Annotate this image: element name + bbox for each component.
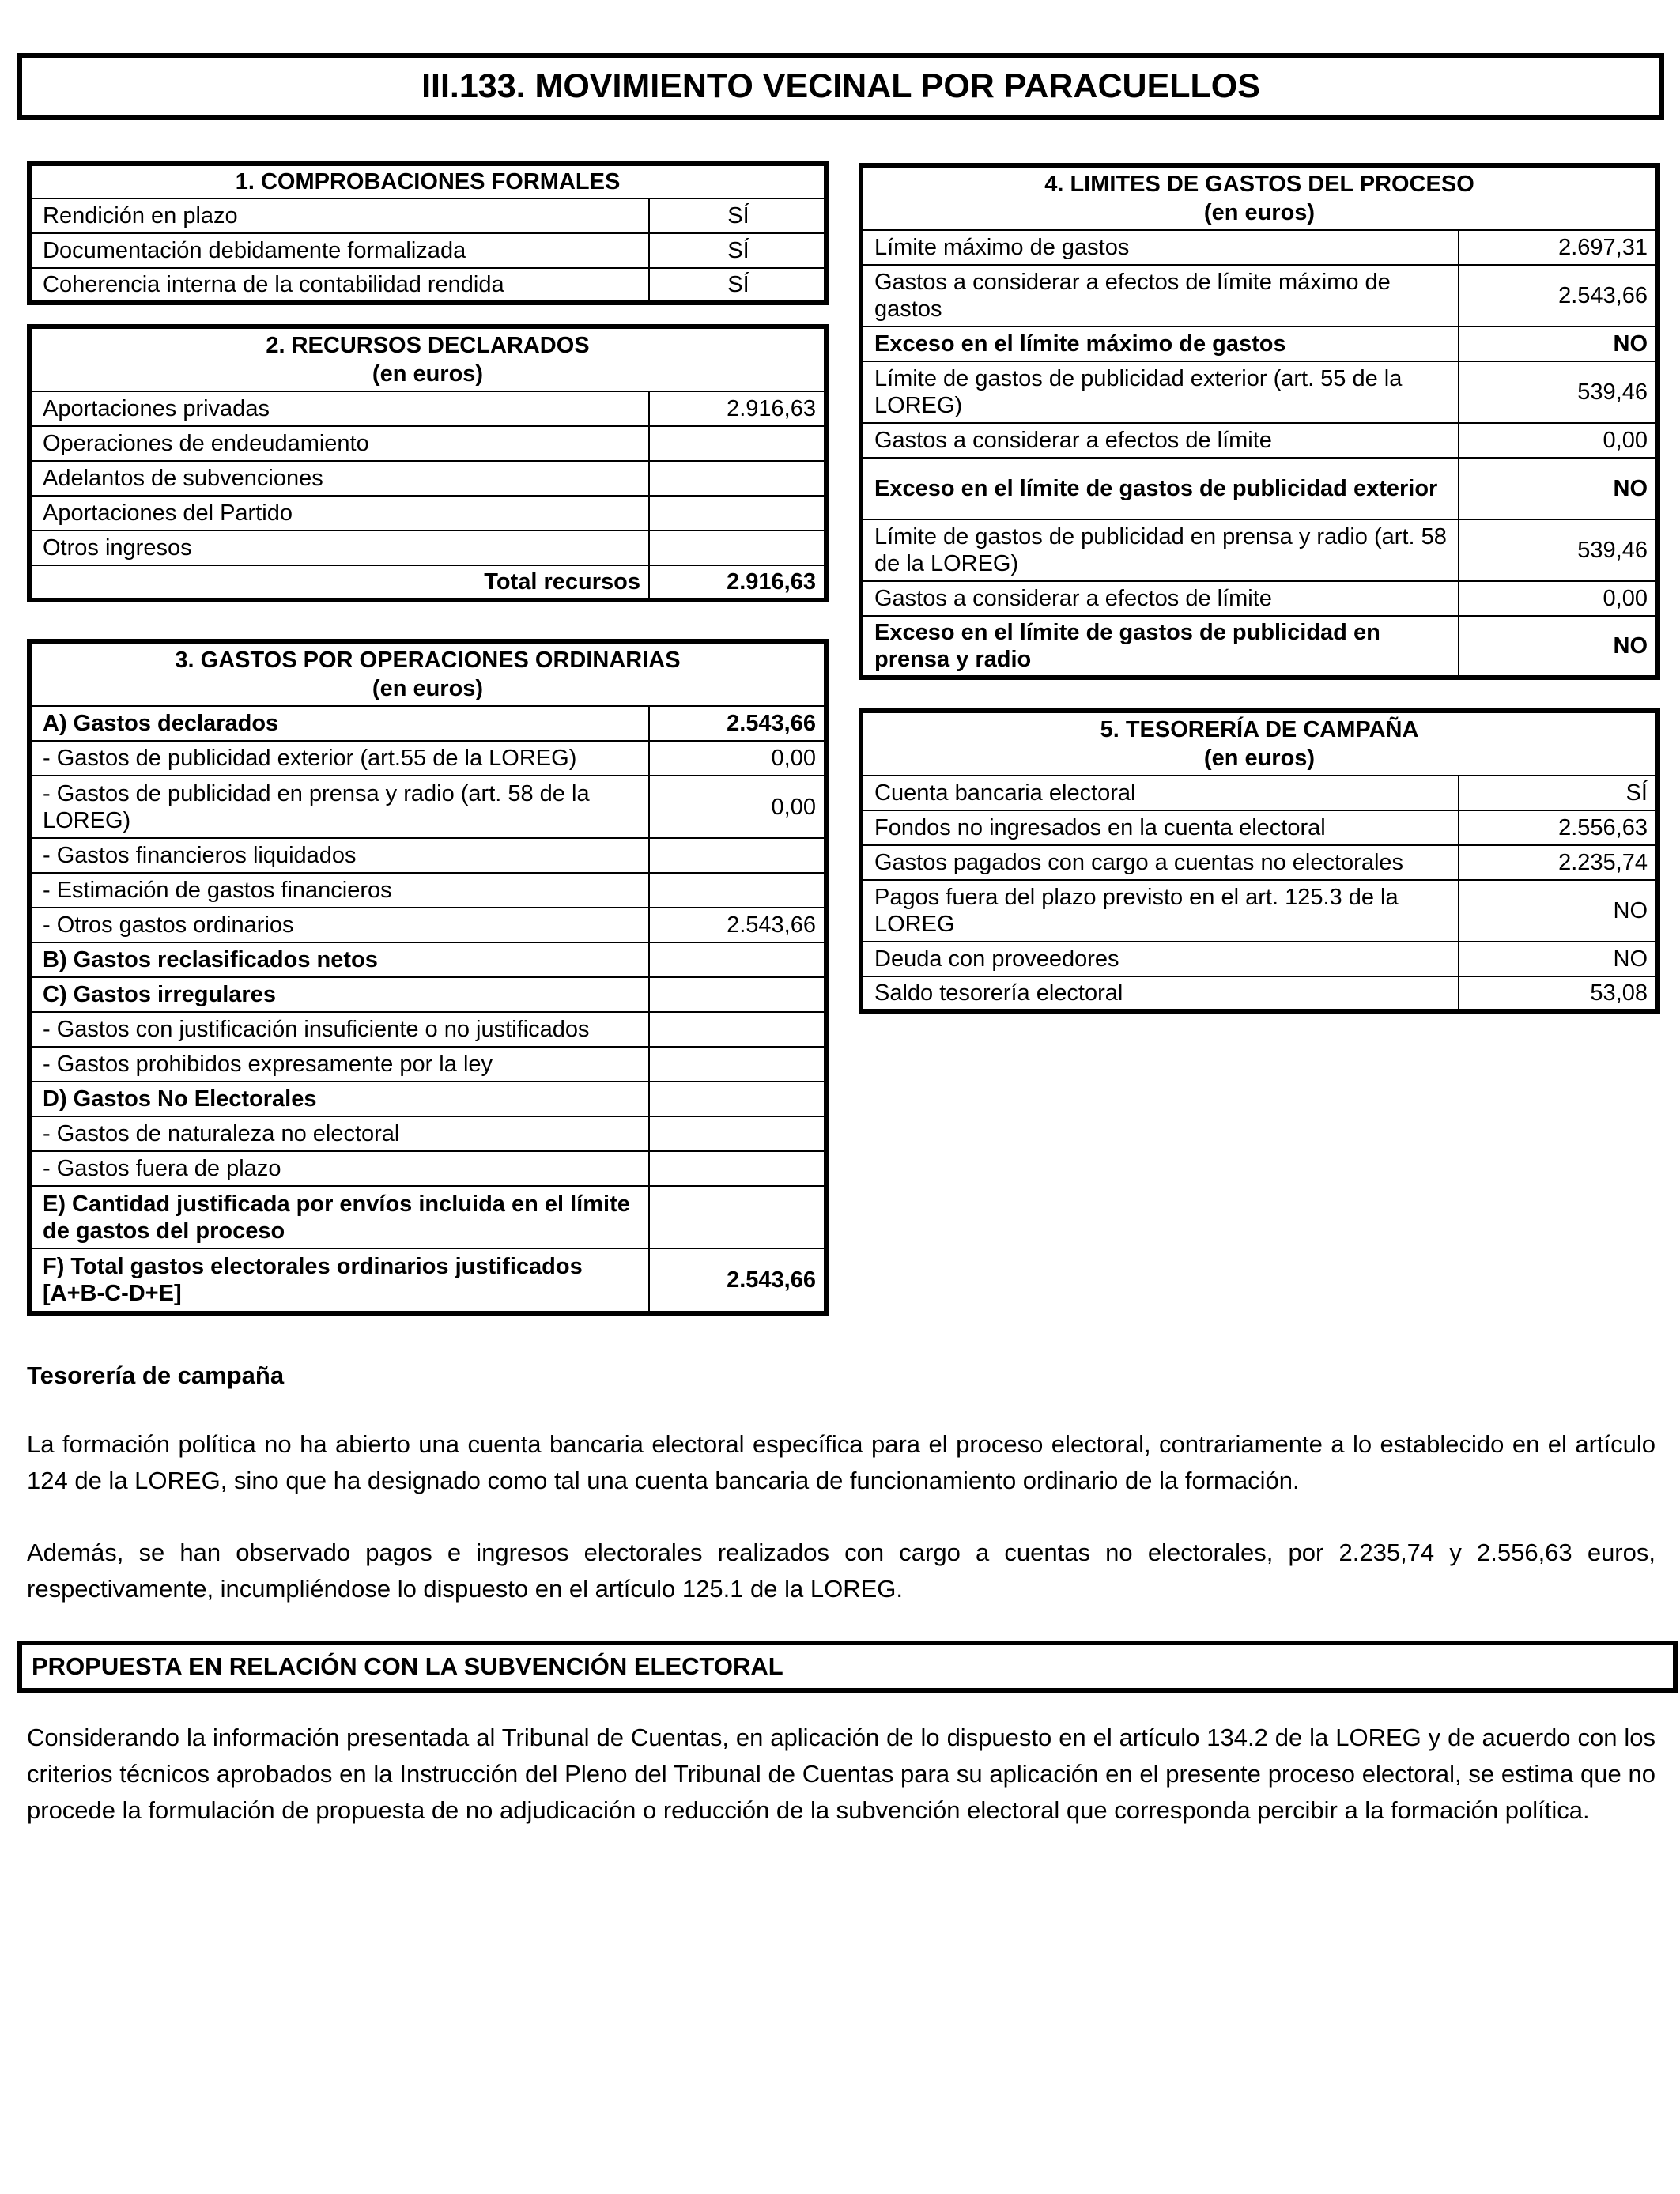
table-row-label: - Gastos fuera de plazo — [29, 1151, 649, 1186]
table-row-value: NO — [1459, 942, 1658, 976]
table-row-label: Gastos pagados con cargo a cuentas no electorales — [861, 845, 1459, 880]
table-row-label: Cuenta bancaria electoral — [861, 776, 1459, 810]
table-row-value: NO — [1459, 880, 1658, 942]
paragraph-pagos-ingresos: Además, se han observado pagos e ingresos electorales realizados con cargo a cuentas no electorales, por 2.235,74 y 2.556,63 euros, respectivamente, incumpliéndose lo dispuesto en el artículo 125.1 de la LOREG. — [27, 1539, 1655, 1603]
table-row-value: 539,46 — [1459, 519, 1658, 581]
table-row-value — [649, 531, 826, 565]
limites-table — [859, 163, 1660, 680]
table-row-value: 53,08 — [1459, 976, 1658, 1011]
table-row-label: Otros ingresos — [29, 531, 649, 565]
table-row-value: 2.543,66 — [649, 908, 826, 942]
table-row-label: Pagos fuera del plazo previsto en el art. 125.3 de la LOREG — [861, 880, 1459, 942]
table-row-label: Aportaciones del Partido — [29, 496, 649, 531]
table-row-label: Límite de gastos de publicidad exterior (art. 55 de la LOREG) — [861, 361, 1459, 423]
comprobaciones-heading: 1. COMPROBACIONES FORMALES — [29, 164, 826, 198]
table-row-label: Exceso en el límite de gastos de publicidad en prensa y radio — [861, 616, 1459, 678]
comprobaciones-table — [27, 161, 829, 305]
table-row-label: Límite máximo de gastos — [861, 230, 1459, 265]
table-row-value — [649, 1116, 826, 1151]
limites-heading-units: (en euros) — [1203, 200, 1316, 225]
recursos-heading-title: 2. RECURSOS DECLARADOS — [266, 333, 590, 358]
table-row-value: SÍ — [649, 233, 826, 268]
gastos-heading — [29, 641, 826, 706]
table-row-value: 2.916,63 — [649, 391, 826, 426]
table-row-value: 2.543,66 — [649, 1248, 826, 1313]
table-row-label: - Gastos de publicidad exterior (art.55 de la LOREG) — [29, 741, 649, 776]
table-row-value: 2.235,74 — [1459, 845, 1658, 880]
recursos-heading-units: (en euros) — [372, 361, 484, 387]
table-row-value — [649, 496, 826, 531]
table-row-value — [649, 1151, 826, 1186]
proposal-section-title: PROPUESTA EN RELACIÓN CON LA SUBVENCIÓN ELECTORAL — [17, 1641, 1678, 1693]
table-row-value — [649, 977, 826, 1012]
tesoreria-heading — [861, 711, 1658, 776]
limites-heading — [861, 165, 1658, 230]
table-row-label: - Gastos con justificación insuficiente o no justificados — [29, 1012, 649, 1047]
table-row-value — [649, 942, 826, 977]
table-row-label: Gastos a considerar a efectos de límite — [861, 581, 1459, 616]
table-row-label: D) Gastos No Electorales — [29, 1082, 649, 1116]
table-row-label: - Gastos prohibidos expresamente por la ley — [29, 1047, 649, 1082]
tesoreria-heading-units: (en euros) — [1203, 746, 1316, 771]
table-row-value — [649, 1082, 826, 1116]
limites-heading-title: 4. LIMITES DE GASTOS DEL PROCESO — [1044, 172, 1474, 197]
table-row-label: - Gastos de naturaleza no electoral — [29, 1116, 649, 1151]
table-row-label: C) Gastos irregulares — [29, 977, 649, 1012]
table-row-value: NO — [1459, 458, 1658, 519]
table-row-label: Deuda con proveedores — [861, 942, 1459, 976]
table-row-value — [649, 1012, 826, 1047]
table-row-value: SÍ — [1459, 776, 1658, 810]
page-title: III.133. MOVIMIENTO VECINAL POR PARACUELLOS — [17, 53, 1664, 120]
gastos-table — [27, 639, 829, 1316]
table-row-value: 0,00 — [649, 741, 826, 776]
table-row-label: Adelantos de subvenciones — [29, 461, 649, 496]
table-row-label: A) Gastos declarados — [29, 706, 649, 741]
paragraph-cuenta-bancaria: La formación política no ha abierto una cuenta bancaria electoral específica para el proceso electoral, contrariamente a lo establecido en el artículo 124 de la LOREG, sino que ha designado como tal una cuenta bancaria de funcionamiento ordinario de la formación. — [27, 1430, 1655, 1494]
table-row-label: Gastos a considerar a efectos de límite máximo de gastos — [861, 265, 1459, 327]
table-row-label: Operaciones de endeudamiento — [29, 426, 649, 461]
table-row-label: E) Cantidad justificada por envíos incluida en el límite de gastos del proceso — [29, 1186, 649, 1248]
table-row-label: Documentación debidamente formalizada — [29, 233, 649, 268]
table-row-value: 0,00 — [649, 776, 826, 838]
table-row-label: Fondos no ingresados en la cuenta electoral — [861, 810, 1459, 845]
recursos-table — [27, 324, 829, 602]
table-row-value: 2.543,66 — [1459, 265, 1658, 327]
table-row-value: 2.556,63 — [1459, 810, 1658, 845]
table-row-label: Aportaciones privadas — [29, 391, 649, 426]
table-row-value — [649, 838, 826, 873]
paragraph-propuesta: Considerando la información presentada al Tribunal de Cuentas, en aplicación de lo dispuesto en el artículo 134.2 de la LOREG y de acuerdo con los criterios técnicos aprobados en la Instrucción del Pleno del Tribunal de Cuentas para su aplicación en el presente proceso electoral, se estima que no procede la formulación de propuesta de no adjudicación o reducción de la subvención electoral que corresponda percibir a la formación política. — [27, 1724, 1655, 1824]
table-row-value — [649, 873, 826, 908]
table-row-label: - Gastos de publicidad en prensa y radio (art. 58 de la LOREG) — [29, 776, 649, 838]
table-row-value: SÍ — [649, 198, 826, 233]
table-row-label: F) Total gastos electorales ordinarios justificados [A+B-C-D+E] — [29, 1248, 649, 1313]
tesoreria-table — [859, 708, 1660, 1014]
table-row-value — [649, 1186, 826, 1248]
table-row-value: 0,00 — [1459, 423, 1658, 458]
table-row-label: Límite de gastos de publicidad en prensa y radio (art. 58 de la LOREG) — [861, 519, 1459, 581]
table-row-value: 2.543,66 — [649, 706, 826, 741]
table-row-value: NO — [1459, 327, 1658, 361]
table-row-value — [649, 426, 826, 461]
table-row-label: Saldo tesorería electoral — [861, 976, 1459, 1011]
total-recursos-label: Total recursos — [29, 565, 649, 600]
table-row-label: Exceso en el límite máximo de gastos — [861, 327, 1459, 361]
total-recursos-value: 2.916,63 — [649, 565, 826, 600]
table-row-label: Coherencia interna de la contabilidad rendida — [29, 268, 649, 303]
gastos-heading-title: 3. GASTOS POR OPERACIONES ORDINARIAS — [175, 648, 681, 673]
table-row-label: - Estimación de gastos financieros — [29, 873, 649, 908]
table-row-label: Exceso en el límite de gastos de publicidad exterior — [861, 458, 1459, 519]
tesoreria-heading-title: 5. TESORERÍA DE CAMPAÑA — [1100, 717, 1419, 742]
table-row-label: B) Gastos reclasificados netos — [29, 942, 649, 977]
table-row-value: SÍ — [649, 268, 826, 303]
table-row-value: 2.697,31 — [1459, 230, 1658, 265]
recursos-heading — [29, 327, 826, 391]
table-row-value — [649, 461, 826, 496]
tesoreria-section-title: Tesorería de campaña — [27, 1361, 285, 1389]
table-row-label: - Gastos financieros liquidados — [29, 838, 649, 873]
table-row-value: 0,00 — [1459, 581, 1658, 616]
table-row-label: Gastos a considerar a efectos de límite — [861, 423, 1459, 458]
table-row-label: Rendición en plazo — [29, 198, 649, 233]
table-row-value — [649, 1047, 826, 1082]
gastos-heading-units: (en euros) — [372, 676, 484, 701]
table-row-value: NO — [1459, 616, 1658, 678]
table-row-value: 539,46 — [1459, 361, 1658, 423]
table-row-label: - Otros gastos ordinarios — [29, 908, 649, 942]
